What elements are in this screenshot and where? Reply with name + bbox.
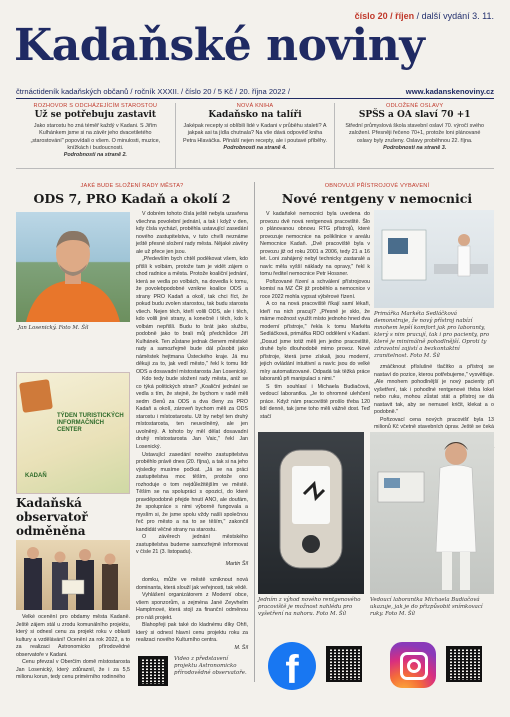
article-kicker: JAKÉ BUDE SLOŽENÍ RADY MĚSTA?	[80, 183, 184, 189]
instagram-qr[interactable]	[446, 646, 482, 682]
article-title: ODS 7, PRO Kadaň a okolí 2	[33, 191, 231, 206]
paragraph: Pořizovací cena nových pracovišť byla 13 milionů Kč včetně stavebních úprav. Ještě se čeká	[374, 416, 494, 431]
teaser-text: Jako starostu ho zná téměř každý v Kadani. S Jiřím Kulhánkem jsme si na závěr jeho dvacetiletého „starostování" popovídali o všem. O minulosti, muzice, knížkách i budoucnosti.	[30, 123, 161, 151]
teaser-title: Kadaňsko na talíři	[208, 110, 302, 120]
observatory-body	[16, 614, 130, 692]
paragraph: O závěrech jednání městského zastupitelstva budeme samozřejmě informovat v čísle 21 (3. listopadu).	[136, 534, 248, 556]
laborant-caption: Vedoucí laborantka Michaela Budiačová ukazuje, jak je do přizpůsobit snímkovací ruky. Foto M. Šíl	[370, 597, 483, 618]
paragraph: Vyhlášení organizátorem z Moderní obce, všem sponzorům, a zejména Jané Zeyvhelm Hamplmové, která stojí za finanční odměnou pro náš projekt.	[136, 592, 248, 621]
paragraph: V dobrém tohoto čísla ještě nebyla uzavřena všechna povolební jednání, a tak i když v den, kdy čísla vychází, proběhla ustavující zasedání nového zastupitelstva, v tuto chvíli neznáme ještě přesné složení rady města. Nějaké závěry ale už přece jen jsou.	[136, 211, 248, 255]
paragraph: Cenu převzal v Oberčím domě místostarosta Jan Losenický, který zdůraznil, že i za 5,5 milionu korun, tedy cenu primérního rodinného	[16, 659, 130, 681]
xray-room-caption: Primářka Markéta Sedláčková demonstruje, že nový přístroj nabízí mnohem lepší komfort jak pro laboranty, který s nim pracují, tak i pro pacienty, pro které je minimálně pohodlnější. Oproti ty zdravotní zajistí a bezkontaktní zranitelnost. Foto M. Šíl	[374, 311, 490, 360]
paragraph: Kdo tedy bude složení rady města, aniž se co týká politických stran? „Koaliční jednání se vedla s tím, že stejně, že bychom v radě měli sedm členů za ODS a dva členy za PRO Kadaň a okolí, zároveň bychom měli za ODS starostu i místostarostu. Už by nebyl ten druhý místostarosta, ten neuvolněný, ale jen uvolněný. A tohoto by měl dělat dosavadní druhý místostarosta Jan Vaic," řekl Jan Losenický.	[136, 376, 248, 450]
left-article-body	[136, 211, 248, 573]
right-article-body	[260, 211, 370, 421]
paragraph: S tím souhlasí i Michaela Budiačová, vedoucí laborantka. „Je to ohromné ulehčení práce. Když nám pracoviště prošlo třeba 120 lidí denně, tak jsme toho měli vážně dost. Teď stačí	[260, 383, 370, 420]
teaser-book[interactable]	[176, 103, 336, 168]
masthead-title: Kadaňské noviny	[14, 20, 425, 71]
teaser-more: Podrobnosti na straně 4.	[223, 144, 287, 151]
video-note: Video z představení projektu Astronomicko přírodovědné observatoře.	[174, 656, 247, 677]
poster-title: TÝDEN TURISTICKÝCH INFORMAČNÍCH CENTER	[57, 413, 124, 434]
control-panel-illustration	[258, 432, 364, 594]
left-article-head	[16, 183, 248, 206]
xray-room-photo	[374, 210, 494, 308]
paragraph: V kadaňské nemocnici byla uvedena do provozu dvě nová rentgenová pracoviště. Šlo o plánovanou obnovu RTG přístrojů, které provozuje nemocnice na poliklinice v areálu Nemocnice Kadaň. „Dvě pracoviště byla v provozu již od roku 2001 a 2006, tedy 21 a 16 let. Loni zahájený nebyl technicky zastaralé a navíc měla vyšší náklady na opravy," řekl k tomu ředitel nemocnice Petr Hossner.	[260, 211, 370, 278]
observatory-title: Kadaňská observatoř odměněna	[16, 496, 88, 538]
paragraph: Ustavující zasedání nového zastupitelstva proběhlo právě dnes (20. října), a tak si na jeho výsledky musíme počkat. „Já se na práci zastupitelstva moc těším, protože ono rozhoduje o tom nejdůležitějším ve městě. Těším se na spolupráci s opozicí, do které pravděpodobně přejde hnutí ANO, ale doufám, že spolupráce s nimi výborně fungovala a myslím si, že jsme spolu vždy našli společnou řeč pro město a na to se těším," zakončil kandidát věčné strany na starostu.	[136, 451, 248, 533]
award-people-illustration	[16, 540, 130, 610]
column-divider	[254, 182, 255, 682]
teaser-kicker: ROZHOVOR S ODCHÁZEJÍCÍM STAROSTOU	[33, 103, 158, 109]
person-illustration	[16, 212, 130, 322]
poster-image-icon	[19, 379, 53, 413]
teaser-more: Podrobnosti na straně 3.	[383, 144, 447, 151]
teaser-title: SPŠS a OA slaví 70 +1	[358, 110, 471, 120]
observatory-video-qr[interactable]	[138, 656, 168, 686]
teaser-kicker: NOVÁ KNIHA	[236, 103, 274, 109]
portrait-photo	[16, 212, 130, 322]
laborant-photo	[370, 432, 494, 594]
article-kicker: OBNOVUJÍ PŘÍSTROJOVÉ VYBAVENÍ	[324, 183, 430, 189]
portrait-caption: Jan Losenický. Foto M. Šíl	[18, 325, 89, 331]
article-title: Nové rentgeny v nemocnici	[281, 191, 473, 206]
award-photo	[16, 540, 130, 610]
paragraph: Velké ocenění pro obdamy města Kadaně. Ještě zájem stál u zrodu komunálního projektu, který si odnesl cenu za projekt roku v oblasti kultury a vzdělávání! Ocenění za rok 2022, a to za realizaci Astronomicko přírodovědné observatoře v Kadani.	[16, 614, 130, 658]
paragraph: „Především bych chtěl poděkovat všem, kdo přišli k volbám, protože tam je vidět zájem o chod radnice a města. Protože koaliční jednání, která se vedla po volbách, na dovedla k tomu, že povolebpodobné vznikne koalice ODS a strany PRO Kadaň a okolí, tak chci říct, že pokud budu zvolen starostou, tak budu starosta všech. Nejen těch, kteří volili ODS, ale i těch, kdo volili jiné strany, a konečně i těch, kdo k volbám nepřišli. Budu to brát jako službu, podobně jako to brali můj předchůdce Jiří Kulhánek. Ten zůstane jednak členem městské rady a samozřejmě bude dál působit jako náměstek hejtmana Ústeckého kraje. Já mu děkuji za to, jak vedl město," řekl k tomu lídr ODS a dosavadní místostarosta Jan Losenický.	[136, 256, 248, 375]
tic-poster[interactable]	[16, 372, 130, 494]
teaser-interview[interactable]	[16, 103, 176, 168]
left-article-signature: Martin Šíl	[225, 561, 248, 567]
xray-control-photo	[258, 432, 364, 594]
paragraph: domku, může ve městě vzniknout nová dominanta, která slouží jak veřejnosti, tak vědě.	[136, 577, 248, 591]
paragraph: A co na nová pracoviště říkají samí lékaři, kteří na nich pracují? „Přesně je sklo, že máme možnost využít místo jednoho hned dva moderní přístroje," řekla k tomu Markéta Sedláčková, primářka RDO oddělení v Kadani. „Dosud jsme totiž měli jen jedno pracoviště, druhé bylo dlouhodobě mimo provoz. Nové přístroje, která jsme získali, jsou moderní, jejich ovládání intuitivní a navíc jsou do velké míry automatizované. Odpadá tak těžká práce laborantů při manipulaci s nimi."	[260, 301, 370, 383]
xray-equipment-illustration	[374, 210, 494, 308]
teaser-kicker: ODLOŽENÉ OSLAVY	[386, 103, 444, 109]
facebook-qr[interactable]	[326, 646, 362, 682]
observatory-body-cont	[136, 577, 248, 651]
teaser-more: Podrobnosti na straně 2.	[63, 152, 127, 159]
observatory-signature: M. Šíl	[234, 644, 248, 651]
facebook-icon[interactable]: f	[268, 642, 316, 690]
publication-info: čtrnáctideník kadaňských občanů / ročník XXXII. / číslo 20 / 5 Kč / 20. října 2022 /	[16, 87, 290, 96]
teaser-text: Jaképak recepty si oblíbili lidé v Kadani v průběhu staletí? A jakpak asi ta jídla chutnala? Na vše dává odpověď kniha Petra Hlaváčka. Přináší nejen recepty, ale i poutavé příběhy.	[183, 123, 327, 144]
next-issue: / další vydání 3. 11.	[416, 11, 494, 21]
instagram-icon[interactable]	[390, 642, 436, 688]
right-article-head	[260, 183, 494, 206]
issue-number: číslo 20 / říjen	[354, 11, 415, 21]
teaser-title: Už se potřebuju zastavit	[34, 110, 157, 120]
front-teasers	[16, 103, 494, 169]
website-link[interactable]: www.kadanskenoviny.cz	[405, 87, 494, 96]
right-article-body-cont	[374, 364, 494, 431]
laborant-illustration	[370, 432, 494, 594]
teaser-text: Střední průmyslová škola stavební oslaví 70. výročí svého založení. Přesněji řečeno 70+1, protože loni plánované oslavy byly zrušeny. Oslavy proběhnou 22. října.	[345, 123, 485, 144]
teaser-school[interactable]	[335, 103, 494, 168]
paragraph: Pořizované řízení a schválení přístrojovou komisí na MZ ČR již proběhlo a nemocnice v roce 2022 mohla vypsat výběrové řízení.	[260, 278, 370, 300]
poster-org: KADAŇ	[25, 473, 47, 479]
paragraph: zmáčknout příslušné tlačítko a přístroj se nastaví do pozice, kterou potřebujeme," vysvětluje. „Ale mnohem pohodlnější je nový pacienty při vyšetření, tak i pohodlné rentgenové třeba lokel nebo ruku, mohou zůstat stát a přístroj se dá nastavit tak, aby se nemusel kričit, klekat a o podobně."	[374, 364, 494, 416]
xray-control-caption: Jedním z výhod nového rentgenového pracoviště je možnost nahlédu pro vyšetření na nahoru. Foto M. Šíl	[258, 597, 361, 618]
paragraph: Blahopřeji pak také do kladnému díky Ohři, který si odnesl hlavní cenu projektu roku za realizaci nového Kulturního centra.	[136, 622, 248, 644]
masthead-subline	[16, 87, 494, 99]
